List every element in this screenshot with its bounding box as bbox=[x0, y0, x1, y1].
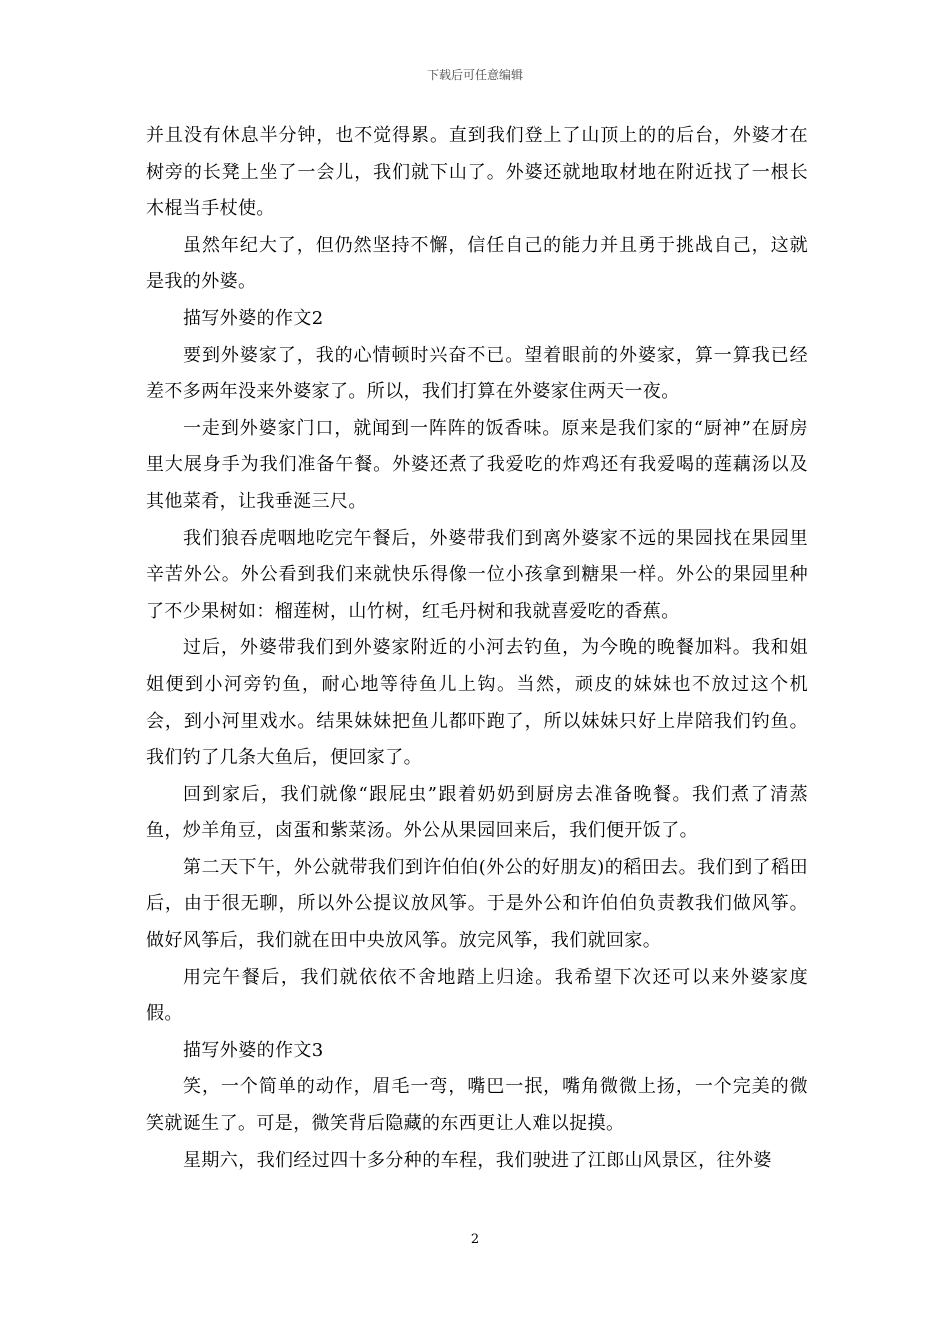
paragraph: 并且没有休息半分钟，也不觉得累。直到我们登上了山顶上的的后台，外婆才在树旁的长凳上坐了一会儿，我们就下山了。外婆还就地取材地在附近找了一根长木棍当手杖使。 bbox=[146, 125, 808, 220]
paragraph: 第二天下午，外公就带我们到许伯伯(外公的好朋友)的稻田去。我们到了稻田后，由于很无聊，所以外公提议放风筝。于是外公和许伯伯负责教我们做风筝。做好风筝后，我们就在田中央放风筝。放完风筝，我们就回家。 bbox=[146, 856, 808, 952]
paragraph: 笑，一个简单的动作，眉毛一弯，嘴巴一抿，嘴角微微上扬，一个完美的微笑就诞生了。可是，微笑背后隐藏的东西更让人难以捉摸。 bbox=[146, 1076, 808, 1135]
page-number: 2 bbox=[470, 1232, 480, 1247]
paragraph: 回到家后，我们就像“跟屁虫”跟着奶奶到厨房去准备晚餐。我们煮了清蒸鱼，炒羊角豆，卤蛋和紫菜汤。外公从果园回来后，我们便开饭了。 bbox=[146, 783, 808, 842]
paragraph: 我们狼吞虎咽地吃完午餐后，外婆带我们到离外婆家不远的果园找在果园里辛苦外公。外公看到我们来就快乐得像一位小孩拿到糖果一样。外公的果园里种了不少果树如：榴莲树，山竹树，红毛丹树和我就喜爱吃的香蕉。 bbox=[146, 527, 808, 622]
paragraph: 一走到外婆家门口，就闻到一阵阵的饭香味。原来是我们家的“厨神”在厨房里大展身手为我们准备午餐。外婆还煮了我爱吃的炸鸡还有我爱喝的莲藕汤以及其他菜肴，让我垂涎三尺。 bbox=[146, 417, 808, 512]
page-header: 下载后可任意编辑 bbox=[426, 68, 523, 82]
paragraph: 过后，外婆带我们到外婆家附近的小河去钓鱼，为今晚的晚餐加料。我和姐姐便到小河旁钓鱼，耐心地等待鱼儿上钩。当然，顽皮的妹妹也不放过这个机会，到小河里戏水。结果妹妹把鱼儿都吓跑了，所以妹妹只好上岸陪我们钓鱼。我们钓了几条大鱼后，便回家了。 bbox=[146, 637, 808, 769]
section-title: 描写外婆的作文3 bbox=[183, 1039, 324, 1061]
document-body bbox=[146, 118, 808, 1179]
section-title: 描写外婆的作文2 bbox=[183, 307, 324, 329]
paragraph: 要到外婆家了，我的心情顿时兴奋不已。望着眼前的外婆家，算一算我已经差不多两年没来外婆家了。所以，我们打算在外婆家住两天一夜。 bbox=[146, 344, 808, 403]
paragraph: 用完午餐后，我们就依依不舍地踏上归途。我希望下次还可以来外婆家度假。 bbox=[146, 966, 808, 1025]
paragraph: 星期六，我们经过四十多分种的车程，我们驶进了江郎山风景区，往外婆 bbox=[183, 1149, 772, 1171]
paragraph: 虽然年纪大了，但仍然坚持不懈，信任自己的能力并且勇于挑战自己，这就是我的外婆。 bbox=[146, 234, 808, 293]
